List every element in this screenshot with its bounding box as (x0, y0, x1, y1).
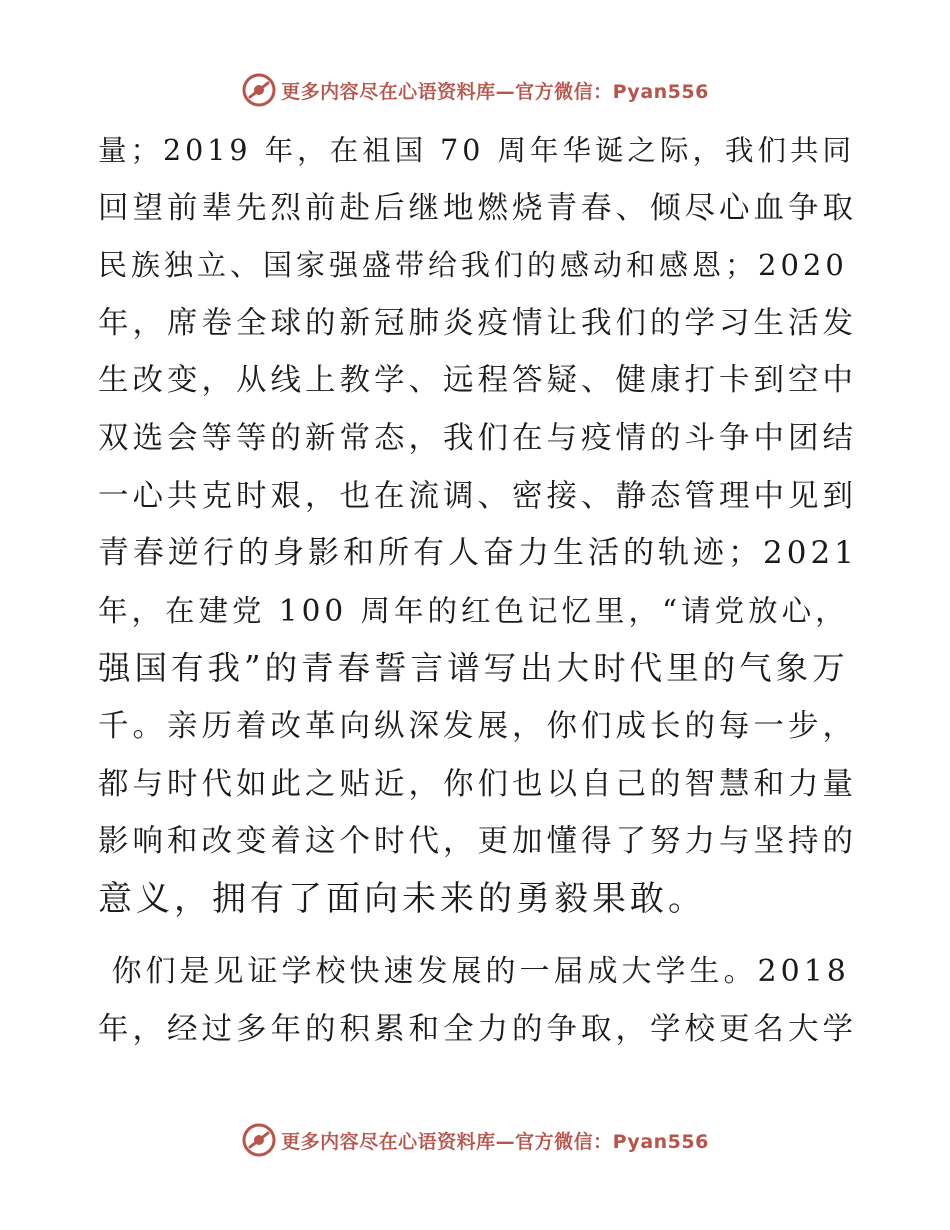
footer-banner (0, 1120, 950, 1160)
text-line: 年，经过多年的积累和全力的争取，学校更名大学 (98, 1011, 857, 1047)
banner-text: 更多内容尽在心语资料库—官方微信：Pyan556 (281, 1130, 709, 1153)
text-line: 你们是见证学校快速发展的一届成大学生。2018 (98, 954, 850, 990)
text-line: 青春逆行的身影和所有人奋力生活的轨迹；2021 (98, 535, 858, 572)
banner-text: 更多内容尽在心语资料库—官方微信：Pyan556 (281, 80, 709, 103)
paragraph (98, 122, 858, 928)
text-line: 生改变，从线上教学、远程答疑、健康打卡到空中 (98, 363, 857, 399)
text-line: 回望前辈先烈前赴后继地燃烧青春、倾尽心血争取 (98, 190, 857, 226)
text-line: 年，在建党 100 周年的红色记忆里，“请党放心， (98, 593, 849, 628)
text-line: 年，席卷全球的新冠肺炎疫情让我们的学习生活发 (98, 305, 857, 341)
text-line: 千。亲历着改革向纵深发展，你们成长的每一步， (98, 708, 857, 744)
text-line: 量；2019 年，在祖国 70 周年华诞之际，我们共同 (98, 134, 855, 167)
text-line: 都与时代如此之贴近，你们也以自己的智慧和力量 (98, 766, 857, 802)
text-line: 意义，拥有了面向未来的勇毅果敢。 (98, 878, 706, 919)
header-banner (0, 70, 950, 110)
text-line: 影响和改变着这个时代，更加懂得了努力与坚持的 (98, 824, 857, 860)
logo-icon (241, 72, 277, 108)
document-body (98, 122, 858, 1059)
paragraph-gap (98, 928, 858, 943)
text-line: 一心共克时艰，也在流调、密接、静态管理中见到 (98, 478, 857, 514)
logo-icon (241, 1122, 277, 1158)
text-line: 强国有我”的青春誓言谱写出大时代里的气象万 (98, 649, 849, 688)
text-line: 民族独立、国家强盛带给我们的感动和感恩；2020 (98, 248, 848, 283)
paragraph (98, 943, 858, 1058)
text-line: 双选会等等的新常态，我们在与疫情的斗争中团结 (98, 420, 857, 456)
